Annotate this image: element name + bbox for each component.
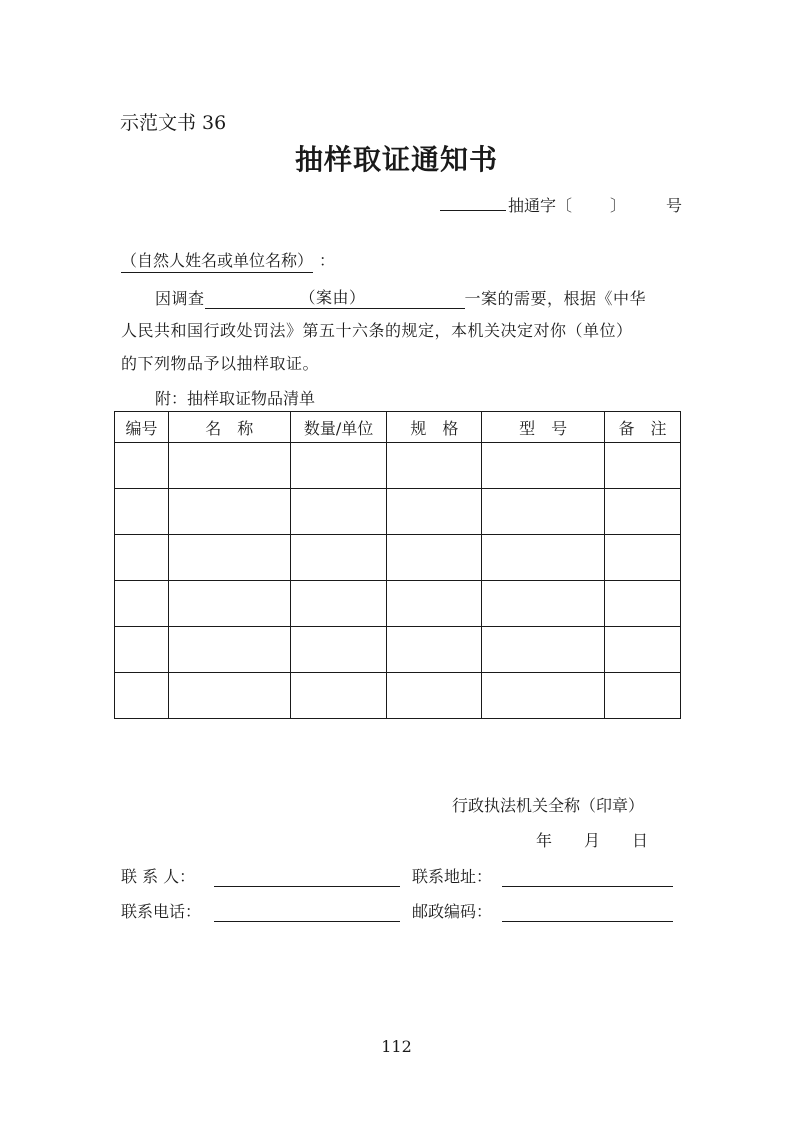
table-cell[interactable] [168,627,290,673]
table-cell[interactable] [387,489,482,535]
table-cell[interactable] [290,489,387,535]
table-row [115,627,681,673]
table-cell[interactable] [115,443,169,489]
header-quantity-unit: 数量/单位 [290,412,387,443]
contact-address-label: 联系地址： [412,867,493,886]
body-line-3: 的下列物品予以抽样取证。 [121,354,320,373]
header-remarks: 备 注 [605,412,681,443]
table-cell[interactable] [115,627,169,673]
postcode-label: 邮政编码： [412,902,493,921]
table-cell[interactable] [605,581,681,627]
doc-number-blank[interactable] [440,194,506,211]
table-row [115,581,681,627]
table-cell[interactable] [482,443,605,489]
table-cell[interactable] [168,581,290,627]
table-cell[interactable] [482,535,605,581]
table-cell[interactable] [168,673,290,719]
issuing-authority: 行政执法机关全称（印章） [452,796,645,815]
table-cell[interactable] [605,443,681,489]
date-year: 年 [536,831,553,850]
table-cell[interactable] [168,489,290,535]
contact-phone-field[interactable] [214,903,400,922]
doc-number-bracket-close: 〕 [610,196,627,215]
table-cell[interactable] [168,535,290,581]
table-cell[interactable] [605,673,681,719]
addressee [121,248,335,273]
table-cell[interactable] [387,627,482,673]
case-blank-right[interactable] [369,290,465,309]
table-cell[interactable] [605,627,681,673]
items-table [114,411,681,719]
body-line-1 [155,285,646,309]
table-row [115,489,681,535]
body-line1-start: 因调查 [155,289,205,308]
doc-number-prefix: 抽通字〔 [508,196,573,215]
table-cell[interactable] [387,581,482,627]
table-row [115,673,681,719]
addressee-colon: ： [319,251,336,270]
table-cell[interactable] [290,673,387,719]
contact-row-1 [121,864,673,887]
table-cell[interactable] [482,489,605,535]
contact-person-field[interactable] [214,868,400,887]
table-cell[interactable] [387,673,482,719]
case-reason-field[interactable]: （案由） [297,285,369,309]
table-cell[interactable] [387,443,482,489]
table-cell[interactable] [115,581,169,627]
contact-row-2 [121,899,673,922]
body-line1-end: 一案的需要，根据《中华 [464,289,647,308]
case-blank-left[interactable] [205,290,297,309]
postcode-field[interactable] [502,903,673,922]
contact-address-field[interactable] [502,868,673,887]
attachment-title: 附：抽样取证物品清单 [155,389,316,408]
body-line-2: 人民共和国行政处罚法》第五十六条的规定，本机关决定对你（单位） [121,321,633,340]
table-cell[interactable] [605,535,681,581]
table-row [115,443,681,489]
issue-date [536,828,648,851]
table-cell[interactable] [290,443,387,489]
document-label: 示范文书 36 [120,112,227,134]
date-day: 日 [632,831,649,850]
document-title: 抽样取证通知书 [294,143,498,176]
header-number: 编号 [115,412,169,443]
contact-person-label: 联 系 人： [121,867,196,886]
table-cell[interactable] [290,535,387,581]
table-cell[interactable] [290,627,387,673]
page-number: 112 [381,1037,412,1056]
table-cell[interactable] [482,581,605,627]
date-month: 月 [584,831,601,850]
header-model: 型 号 [482,412,605,443]
header-spec: 规 格 [387,412,482,443]
table-cell[interactable] [387,535,482,581]
table-header-row [115,412,681,443]
header-name: 名 称 [168,412,290,443]
table-cell[interactable] [482,627,605,673]
table-cell[interactable] [482,673,605,719]
table-row [115,535,681,581]
table-cell[interactable] [115,535,169,581]
document-number [440,193,682,216]
table-cell[interactable] [115,673,169,719]
contact-phone-label: 联系电话： [121,902,202,921]
table-cell[interactable] [168,443,290,489]
addressee-name-field[interactable]: （自然人姓名或单位名称） [121,248,313,273]
table-cell[interactable] [290,581,387,627]
table-cell[interactable] [115,489,169,535]
doc-number-suffix: 号 [666,196,683,215]
table-cell[interactable] [605,489,681,535]
